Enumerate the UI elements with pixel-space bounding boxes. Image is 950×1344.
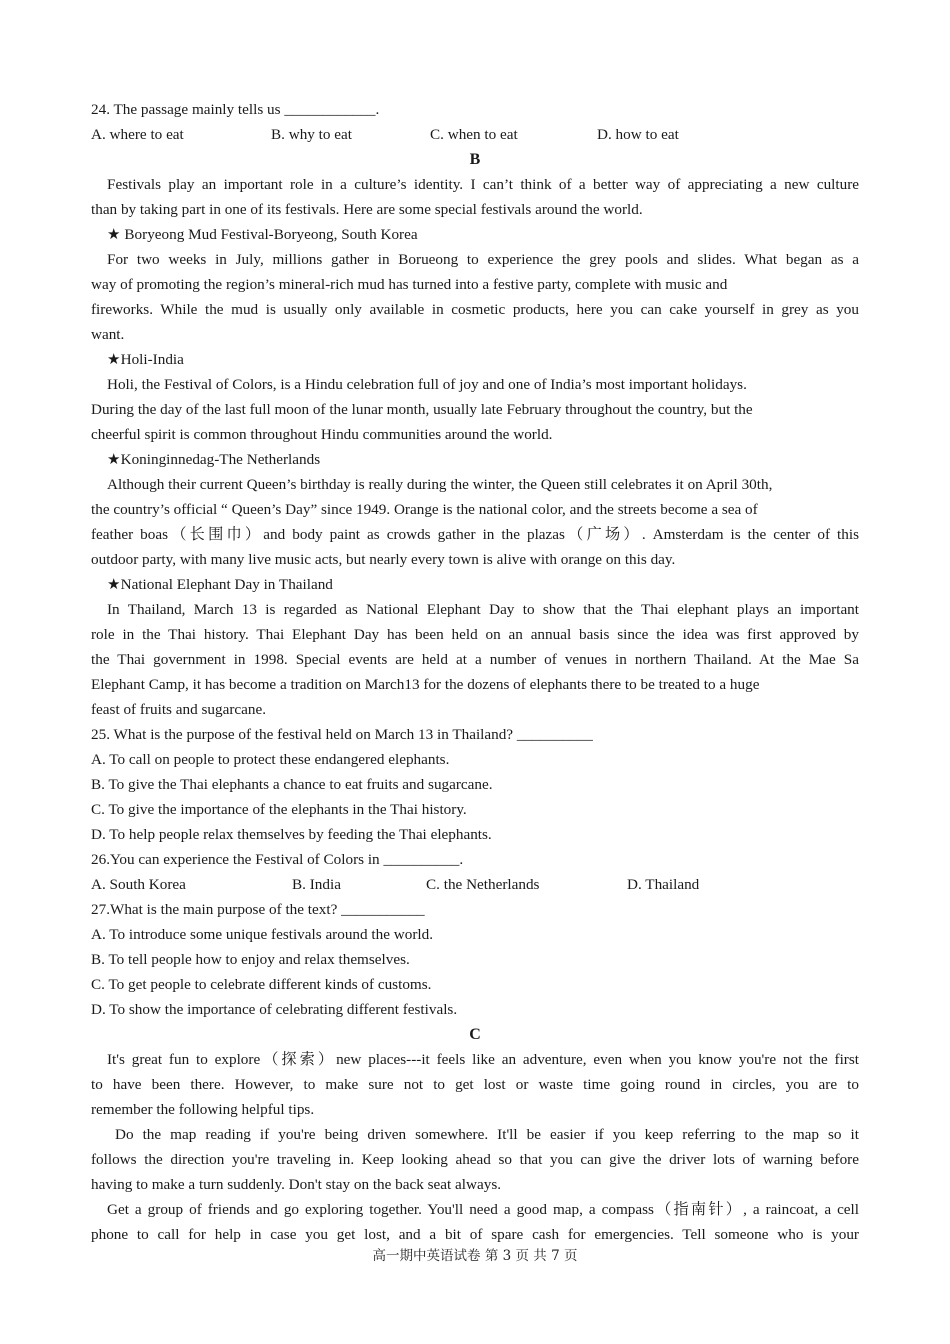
passage-c-line: having to make a turn suddenly. Don't stay on the back seat always. — [91, 1176, 502, 1193]
q24-option-a: A. where to eat — [91, 126, 184, 143]
festival-text-line: In Thailand, March 13 is regarded as National Elephant Day to show that the Thai elephant plays an important — [107, 601, 859, 618]
section-b-intro-line: than by taking part in one of its festivals. Here are some special festivals around the world. — [91, 201, 643, 218]
q24-option-d: D. how to eat — [597, 126, 679, 143]
festival-text-line: outdoor party, with many live music acts, but nearly every town is alive with orange on this day. — [91, 551, 676, 568]
q24-stem: 24. The passage mainly tells us ____________. — [91, 101, 380, 118]
festival-text-line: way of promoting the region’s mineral-rich mud has turned into a festive party, complete with music and — [91, 276, 728, 293]
q26-option-a: A. South Korea — [91, 876, 186, 893]
q27-option-c: C. To get people to celebrate different kinds of customs. — [91, 976, 432, 993]
festival-text-line: Holi, the Festival of Colors, is a Hindu celebration full of joy and one of India’s most important holidays. — [107, 376, 747, 393]
q27-option-d: D. To show the importance of celebrating different festivals. — [91, 1001, 458, 1018]
q25-option-a: A. To call on people to protect these endangered elephants. — [91, 751, 450, 768]
q26-option-c: C. the Netherlands — [426, 876, 540, 893]
q26-options — [91, 872, 859, 897]
festival-text-line: role in the Thai history. Thai Elephant Day has been held on an annual basis since the idea was first approved by — [91, 626, 859, 643]
festival-text-line: Elephant Camp, it has become a tradition on March13 for the dozens of elephants there to be treated to a huge — [91, 676, 760, 693]
q24-options — [91, 122, 859, 147]
q26-option-b: B. India — [292, 876, 341, 893]
festival-text-line: fireworks. While the mud is usually only available in cosmetic products, here you can cake yourself in grey as you — [91, 301, 859, 318]
festival-title: ★Koninginnedag-The Netherlands — [107, 451, 321, 468]
q25-stem: 25. What is the purpose of the festival held on March 13 in Thailand? __________ — [91, 726, 593, 743]
festival-title: ★ Boryeong Mud Festival-Boryeong, South Korea — [107, 226, 418, 243]
festival-title: ★Holi-India — [107, 351, 184, 368]
passage-c-line: Do the map reading if you're being driven somewhere. It'll be easier if you keep referring to the map so it — [115, 1126, 859, 1143]
passage-c-line: phone to call for help in case you get lost, and a bit of spare cash for emergencies. Tell someone who is your — [91, 1226, 859, 1243]
q27-option-a: A. To introduce some unique festivals around the world. — [91, 926, 433, 943]
q26-option-d: D. Thailand — [627, 876, 700, 893]
page-footer: 高一期中英语试卷 第 3 页 共 7 页 — [372, 1248, 578, 1264]
festival-text-line: For two weeks in July, millions gather in Borueong to experience the grey pools and slides. What began as a — [107, 251, 859, 268]
festival-text-line: Although their current Queen’s birthday is really during the winter, the Queen still celebrates it on April 30th, — [107, 476, 773, 493]
q27-stem: 27.What is the main purpose of the text? ___________ — [91, 901, 425, 918]
q24-option-c: C. when to eat — [430, 126, 518, 143]
passage-c-line: follows the direction you're traveling in. Keep looking ahead so that you can give the driver lots of warning before — [91, 1151, 859, 1168]
festival-text-line: During the day of the last full moon of the lunar month, usually late February throughout the country, but the — [91, 401, 753, 418]
passage-c-line: Get a group of friends and go exploring together. You'll need a good map, a compass（指南针）, a raincoat, a cell — [107, 1201, 859, 1218]
festival-text-line: want. — [91, 326, 125, 343]
festival-text-line: feather boas（长围巾）and body paint as crowds gather in the plazas（广场）. Amsterdam is the center of this — [91, 526, 859, 543]
q25-option-c: C. To give the importance of the elephants in the Thai history. — [91, 801, 467, 818]
section-b-heading: B — [469, 151, 481, 168]
section-c-heading: C — [469, 1026, 481, 1043]
q25-option-d: D. To help people relax themselves by feeding the Thai elephants. — [91, 826, 492, 843]
passage-c-line: to have been there. However, to make sure not to get lost or waste time going round in circles, you are to — [91, 1076, 859, 1093]
festival-text-line: the Thai government in 1998. Special events are held at a number of venues in northern Thailand. At the Mae Sa — [91, 651, 859, 668]
festival-text-line: cheerful spirit is common throughout Hindu communities around the world. — [91, 426, 553, 443]
q24-option-b: B. why to eat — [271, 126, 352, 143]
q27-option-b: B. To tell people how to enjoy and relax themselves. — [91, 951, 410, 968]
passage-c-line: It's great fun to explore（探索）new places---it feels like an adventure, even when you know you're not the first — [107, 1051, 859, 1068]
q26-stem: 26.You can experience the Festival of Colors in __________. — [91, 851, 464, 868]
festival-title: ★National Elephant Day in Thailand — [107, 576, 333, 593]
passage-c-line: remember the following helpful tips. — [91, 1101, 315, 1118]
q25-option-b: B. To give the Thai elephants a chance to eat fruits and sugarcane. — [91, 776, 493, 793]
festival-text-line: the country’s official “ Queen’s Day” since 1949. Orange is the national color, and the streets become a sea of — [91, 501, 758, 518]
section-b-intro-line: Festivals play an important role in a culture’s identity. I can’t think of a better way of appreciating a new culture — [107, 176, 859, 193]
exam-page — [91, 97, 859, 1247]
festival-text-line: feast of fruits and sugarcane. — [91, 701, 267, 718]
